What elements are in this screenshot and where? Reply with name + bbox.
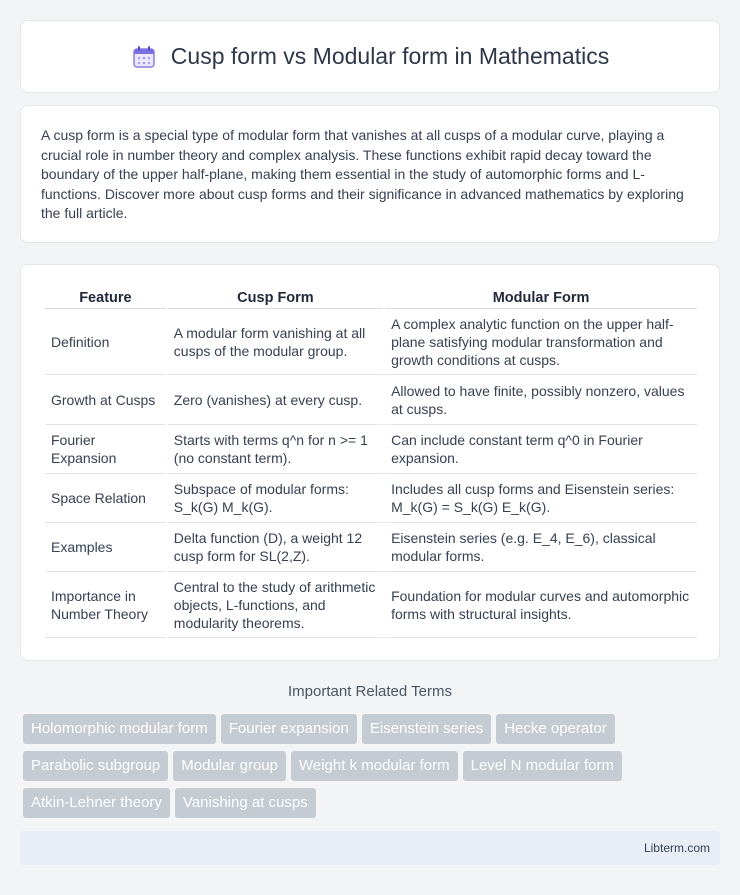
- table-row: [45, 375, 697, 425]
- header-cusp-form: Cusp Form: [168, 285, 383, 309]
- table-row: [45, 474, 697, 523]
- row-modular-value: A complex analytic function on the upper half-plane satisfying modular transformation and growth conditions at cusps.: [385, 309, 697, 375]
- row-cusp-value: Zero (vanishes) at every cusp.: [168, 375, 383, 425]
- row-feature: Fourier Expansion: [45, 425, 166, 474]
- related-terms-list: [20, 714, 720, 818]
- row-cusp-value: Starts with terms q^n for n >= 1 (no constant term).: [168, 425, 383, 474]
- related-terms-title: Important Related Terms: [288, 683, 452, 700]
- row-cusp-value: A modular form vanishing at all cusps of the modular group.: [168, 309, 383, 375]
- table-row: [45, 523, 697, 572]
- table-header-row: [45, 285, 697, 309]
- tag-eisenstein-series[interactable]: Eisenstein series: [362, 714, 491, 744]
- tag-parabolic-subgroup[interactable]: Parabolic subgroup: [23, 751, 168, 781]
- table-row: [45, 572, 697, 638]
- table-row: [45, 425, 697, 474]
- tag-hecke-operator[interactable]: Hecke operator: [496, 714, 615, 744]
- row-modular-value: Allowed to have finite, possibly nonzero, values at cusps.: [385, 375, 697, 425]
- page-title: Cusp form vs Modular form in Mathematics: [170, 43, 610, 69]
- footer: [20, 831, 720, 865]
- row-cusp-value: Delta function (D), a weight 12 cusp form for SL(2,Z).: [168, 523, 383, 572]
- table-row: [45, 309, 697, 375]
- intro-card: [20, 105, 720, 243]
- row-cusp-value: Central to the study of arithmetic objects, L-functions, and modularity theorems.: [168, 572, 383, 638]
- comparison-table: [43, 285, 699, 638]
- header-feature: Feature: [45, 285, 166, 309]
- row-modular-value: Eisenstein series (e.g. E_4, E_6), classical modular forms.: [385, 523, 697, 572]
- title-card: [20, 20, 720, 93]
- footer-site-link[interactable]: Libterm.com: [643, 841, 710, 855]
- row-feature: Space Relation: [45, 474, 166, 523]
- tag-fourier-expansion[interactable]: Fourier expansion: [221, 714, 357, 744]
- row-modular-value: Includes all cusp forms and Eisenstein series: M_k(G) = S_k(G) E_k(G).: [385, 474, 697, 523]
- calendar-icon: [131, 44, 157, 70]
- tag-weight-k-modular-form[interactable]: Weight k modular form: [291, 751, 458, 781]
- row-modular-value: Can include constant term q^0 in Fourier expansion.: [385, 425, 697, 474]
- intro-paragraph: A cusp form is a special type of modular form that vanishes at all cusps of a modular curve, playing a crucial role in number theory and complex analysis. These functions exhibit rapid decay toward the boundary of the upper half-plane, making them essential in the study of automorphic forms and L-functions. Discover more about cusp forms and their significance in advanced mathematics by exploring the full article.: [41, 127, 684, 221]
- tag-vanishing-at-cusps[interactable]: Vanishing at cusps: [175, 788, 316, 818]
- header-modular-form: Modular Form: [385, 285, 697, 309]
- tag-holomorphic-modular-form[interactable]: Holomorphic modular form: [23, 714, 216, 744]
- row-feature: Importance in Number Theory: [45, 572, 166, 638]
- row-feature: Definition: [45, 309, 166, 375]
- row-feature: Examples: [45, 523, 166, 572]
- tag-atkin-lehner-theory[interactable]: Atkin-Lehner theory: [23, 788, 170, 818]
- comparison-card: [20, 264, 720, 661]
- tag-level-n-modular-form[interactable]: Level N modular form: [463, 751, 622, 781]
- row-modular-value: Foundation for modular curves and automorphic forms with structural insights.: [385, 572, 697, 638]
- row-cusp-value: Subspace of modular forms: S_k(G) M_k(G).: [168, 474, 383, 523]
- tag-modular-group[interactable]: Modular group: [173, 751, 286, 781]
- row-feature: Growth at Cusps: [45, 375, 166, 425]
